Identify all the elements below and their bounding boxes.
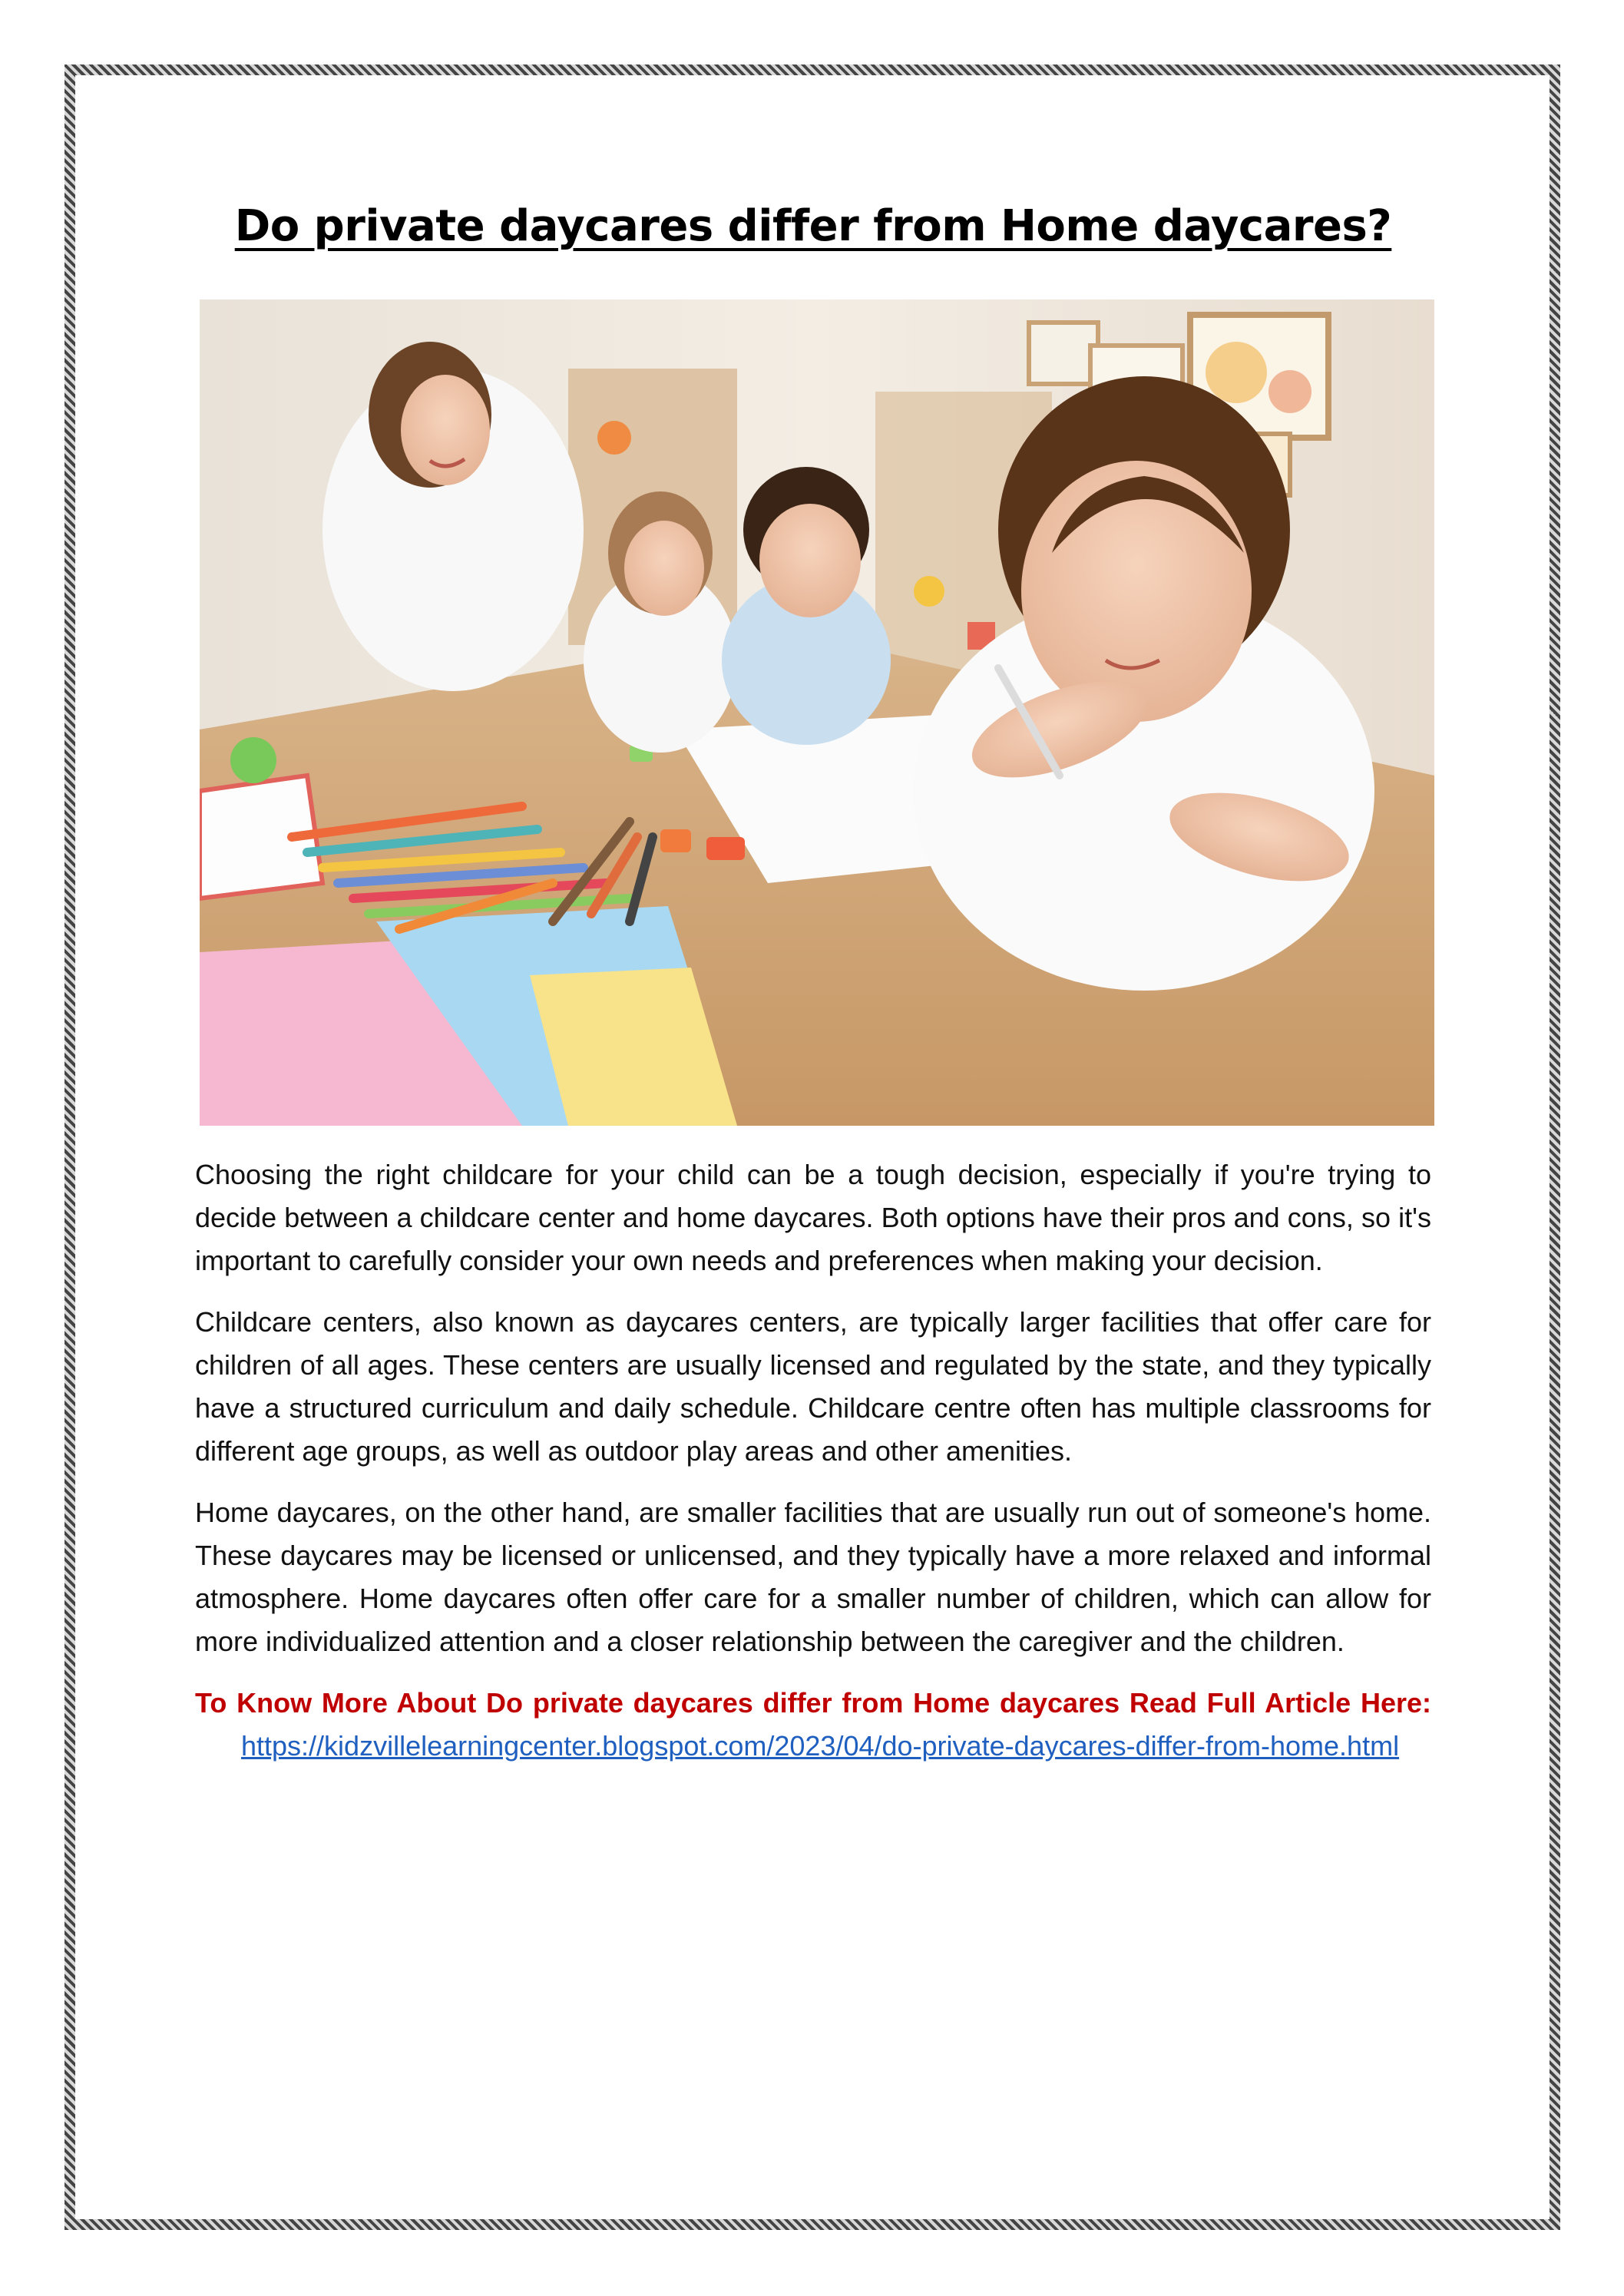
picture-frame [1029,323,1098,384]
article-body [195,1153,1431,1768]
read-more-label: To Know More About Do private daycares differ from Home daycares Read Full Article Here: [195,1687,1431,1719]
page-title: Do private daycares differ from Home daycares? [234,201,1392,251]
teacher-face [401,375,490,485]
hero-illustration [200,299,1434,1126]
read-more-callout [195,1682,1431,1768]
document-content [195,192,1431,1762]
paragraph-intro: Choosing the right childcare for your child can be a tough decision, especially if you're trying to decide between a childcare center and home daycares. Both options have their pros and cons, so it's important to carefully consider your own needs and preferences when making your decision. [195,1159,1431,1276]
classroom-children-drawing-photo-icon [200,299,1434,1126]
paragraph-childcare-centers: Childcare centers, also known as daycares centers, are typically larger facilities that offer care for children of all ages. These centers are usually licensed and regulated by the state, and they typically have a structured curriculum and daily schedule. Childcare centre often has multiple classrooms for different age groups, as well as outdoor play areas and other amenities. [195,1306,1431,1467]
article-link[interactable]: https://kidzvillelearningcenter.blogspot.com/2023/04/do-private-daycares-differ-from-home.html [241,1730,1400,1762]
girl-face [1021,461,1252,722]
paragraph-home-daycares: Home daycares, on the other hand, are smaller facilities that are usually run out of someone's home. These daycares may be licensed or unlicensed, and they typically have a more relaxed and informal atmosphere. Home daycares often offer care for a smaller number of children, which can allow for more individualized attention and a closer relationship between the caregiver and the children. [195,1497,1431,1657]
